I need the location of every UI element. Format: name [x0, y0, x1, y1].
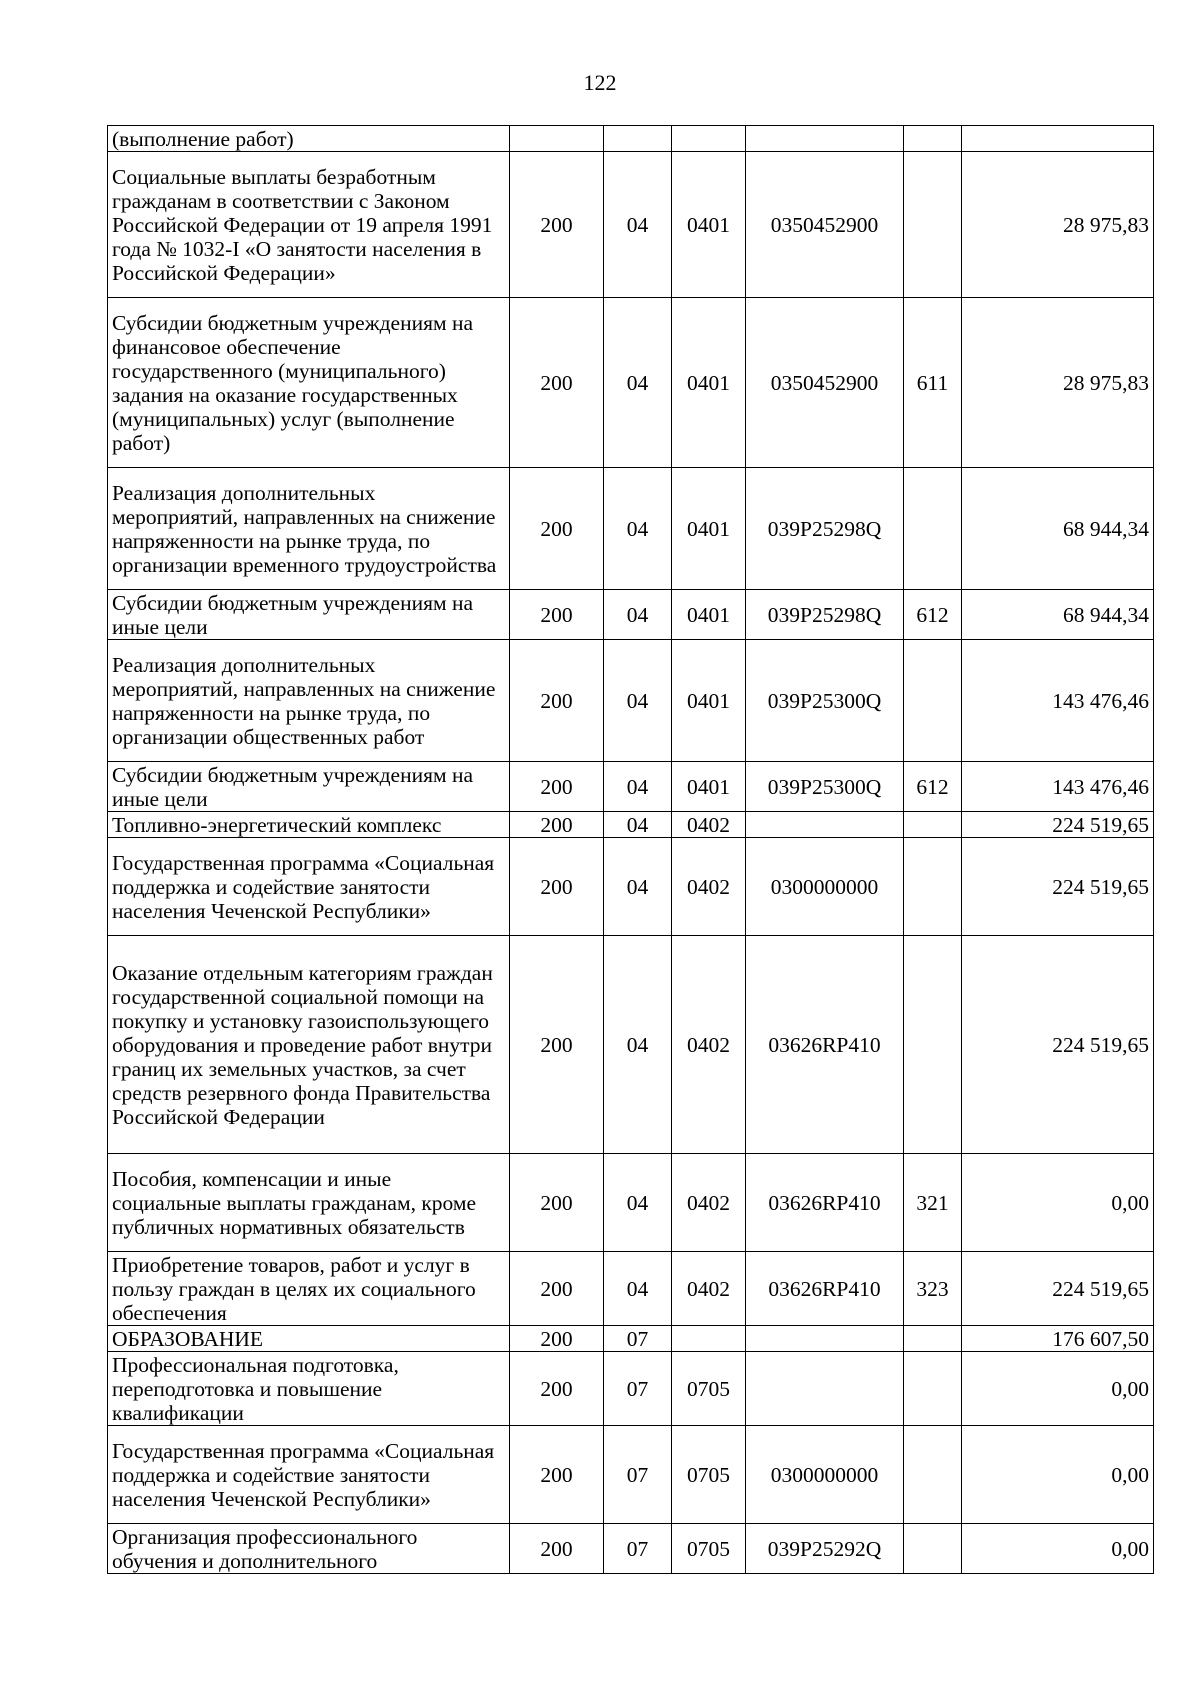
row-expense-type: 321 [904, 1154, 962, 1252]
row-target-article [746, 1352, 904, 1426]
row-section: 04 [604, 590, 672, 640]
row-grbs: 200 [510, 1524, 604, 1574]
row-expense-type [904, 1426, 962, 1524]
row-subsection: 0705 [672, 1352, 746, 1426]
row-name: Пособия, компенсации и иные социальные выплаты гражданам, кроме публичных нормативных обязательств [108, 1154, 510, 1252]
row-subsection [672, 1326, 746, 1352]
row-target-article [746, 812, 904, 838]
table-row [108, 1352, 1154, 1426]
table-row [108, 298, 1154, 468]
table-row [108, 590, 1154, 640]
row-section: 07 [604, 1352, 672, 1426]
row-grbs [510, 126, 604, 152]
row-amount: 68 944,34 [962, 468, 1154, 590]
row-name: Реализация дополнительных мероприятий, направленных на снижение напряженности на рынке труда, по организации общественных работ [108, 640, 510, 762]
row-subsection: 0401 [672, 640, 746, 762]
row-name: Приобретение товаров, работ и услуг в пользу граждан в целях их социального обеспечения [108, 1252, 510, 1326]
row-name: Организация профессионального обучения и дополнительного [108, 1524, 510, 1574]
row-target-article: 0350452900 [746, 152, 904, 298]
table-row [108, 1252, 1154, 1326]
table-row [108, 1524, 1154, 1574]
row-name: Субсидии бюджетным учреждениям на иные цели [108, 762, 510, 812]
row-expense-type [904, 1524, 962, 1574]
row-grbs: 200 [510, 936, 604, 1154]
row-grbs: 200 [510, 1252, 604, 1326]
row-subsection: 0402 [672, 1154, 746, 1252]
row-name: Государственная программа «Социальная поддержка и содействие занятости населения Чеченской Республики» [108, 838, 510, 936]
row-amount: 224 519,65 [962, 838, 1154, 936]
row-target-article: 03626RP410 [746, 936, 904, 1154]
row-amount: 143 476,46 [962, 640, 1154, 762]
row-amount: 224 519,65 [962, 936, 1154, 1154]
row-name: ОБРАЗОВАНИЕ [108, 1326, 510, 1352]
row-section: 04 [604, 640, 672, 762]
row-expense-type: 323 [904, 1252, 962, 1326]
row-amount: 0,00 [962, 1426, 1154, 1524]
row-name: Оказание отдельным категориям граждан государственной социальной помощи на покупку и установку газоиспользующего оборудования и проведение работ внутри границ их земельных участков, за счет средств резервного фонда Правительства Российской Федерации [108, 936, 510, 1154]
row-subsection: 0705 [672, 1524, 746, 1574]
row-amount: 224 519,65 [962, 1252, 1154, 1326]
row-expense-type [904, 936, 962, 1154]
row-subsection: 0401 [672, 298, 746, 468]
row-grbs: 200 [510, 640, 604, 762]
table-row [108, 1154, 1154, 1252]
row-expense-type [904, 468, 962, 590]
row-subsection: 0402 [672, 1252, 746, 1326]
row-grbs: 200 [510, 1154, 604, 1252]
row-section: 04 [604, 762, 672, 812]
row-subsection: 0401 [672, 152, 746, 298]
row-section: 07 [604, 1524, 672, 1574]
row-subsection: 0401 [672, 590, 746, 640]
row-target-article: 0350452900 [746, 298, 904, 468]
row-name: Топливно-энергетический комплекс [108, 812, 510, 838]
row-grbs: 200 [510, 152, 604, 298]
row-amount: 176 607,50 [962, 1326, 1154, 1352]
row-grbs: 200 [510, 1426, 604, 1524]
row-target-article: 039P25298Q [746, 468, 904, 590]
row-section: 04 [604, 1252, 672, 1326]
row-amount: 224 519,65 [962, 812, 1154, 838]
row-expense-type [904, 152, 962, 298]
row-subsection: 0402 [672, 812, 746, 838]
row-target-article [746, 126, 904, 152]
row-target-article: 03626RP410 [746, 1252, 904, 1326]
row-expense-type [904, 1352, 962, 1426]
row-section: 04 [604, 838, 672, 936]
row-expense-type [904, 640, 962, 762]
row-target-article: 0300000000 [746, 838, 904, 936]
row-target-article: 039P25292Q [746, 1524, 904, 1574]
row-expense-type: 612 [904, 762, 962, 812]
row-section: 07 [604, 1326, 672, 1352]
row-subsection: 0402 [672, 838, 746, 936]
row-target-article: 039P25300Q [746, 762, 904, 812]
row-name: Социальные выплаты безработным гражданам в соответствии с Законом Российской Федерации от 19 апреля 1991 года № 1032-I «О занятости населения в Российской Федерации» [108, 152, 510, 298]
row-section [604, 126, 672, 152]
row-subsection: 0705 [672, 1426, 746, 1524]
row-target-article: 039P25298Q [746, 590, 904, 640]
row-section: 07 [604, 1426, 672, 1524]
row-amount: 0,00 [962, 1154, 1154, 1252]
row-grbs: 200 [510, 1326, 604, 1352]
row-name: (выполнение работ) [108, 126, 510, 152]
row-expense-type: 612 [904, 590, 962, 640]
row-amount: 0,00 [962, 1524, 1154, 1574]
row-amount: 68 944,34 [962, 590, 1154, 640]
row-expense-type [904, 812, 962, 838]
row-subsection: 0402 [672, 936, 746, 1154]
table-row [108, 640, 1154, 762]
row-expense-type [904, 1326, 962, 1352]
table-row [108, 762, 1154, 812]
row-subsection: 0401 [672, 468, 746, 590]
row-grbs: 200 [510, 468, 604, 590]
row-amount: 0,00 [962, 1352, 1154, 1426]
row-target-article: 0300000000 [746, 1426, 904, 1524]
row-target-article: 03626RP410 [746, 1154, 904, 1252]
table-row [108, 812, 1154, 838]
row-grbs: 200 [510, 590, 604, 640]
row-section: 04 [604, 936, 672, 1154]
row-section: 04 [604, 1154, 672, 1252]
row-name: Субсидии бюджетным учреждениям на иные цели [108, 590, 510, 640]
page-number: 122 [583, 70, 617, 95]
row-grbs: 200 [510, 762, 604, 812]
row-target-article [746, 1326, 904, 1352]
row-amount [962, 126, 1154, 152]
table-row [108, 126, 1154, 152]
table-row [108, 1426, 1154, 1524]
table-row [108, 936, 1154, 1154]
row-subsection [672, 126, 746, 152]
row-name: Государственная программа «Социальная поддержка и содействие занятости населения Чеченской Республики» [108, 1426, 510, 1524]
row-name: Реализация дополнительных мероприятий, направленных на снижение напряженности на рынке труда, по организации временного трудоустройства [108, 468, 510, 590]
row-name: Профессиональная подготовка, переподготовка и повышение квалификации [108, 1352, 510, 1426]
table-row [108, 838, 1154, 936]
row-subsection: 0401 [672, 762, 746, 812]
table-row [108, 1326, 1154, 1352]
row-grbs: 200 [510, 1352, 604, 1426]
row-grbs: 200 [510, 812, 604, 838]
row-amount: 28 975,83 [962, 298, 1154, 468]
row-section: 04 [604, 298, 672, 468]
table-row [108, 468, 1154, 590]
row-grbs: 200 [510, 298, 604, 468]
row-section: 04 [604, 152, 672, 298]
row-expense-type [904, 838, 962, 936]
row-amount: 143 476,46 [962, 762, 1154, 812]
row-amount: 28 975,83 [962, 152, 1154, 298]
row-expense-type: 611 [904, 298, 962, 468]
row-target-article: 039P25300Q [746, 640, 904, 762]
row-section: 04 [604, 468, 672, 590]
row-section: 04 [604, 812, 672, 838]
row-expense-type [904, 126, 962, 152]
row-name: Субсидии бюджетным учреждениям на финансовое обеспечение государственного (муниципального) задания на оказание государственных (муниципальных) услуг (выполнение работ) [108, 298, 510, 468]
table-row [108, 152, 1154, 298]
row-grbs: 200 [510, 838, 604, 936]
budget-table [107, 125, 1154, 1574]
